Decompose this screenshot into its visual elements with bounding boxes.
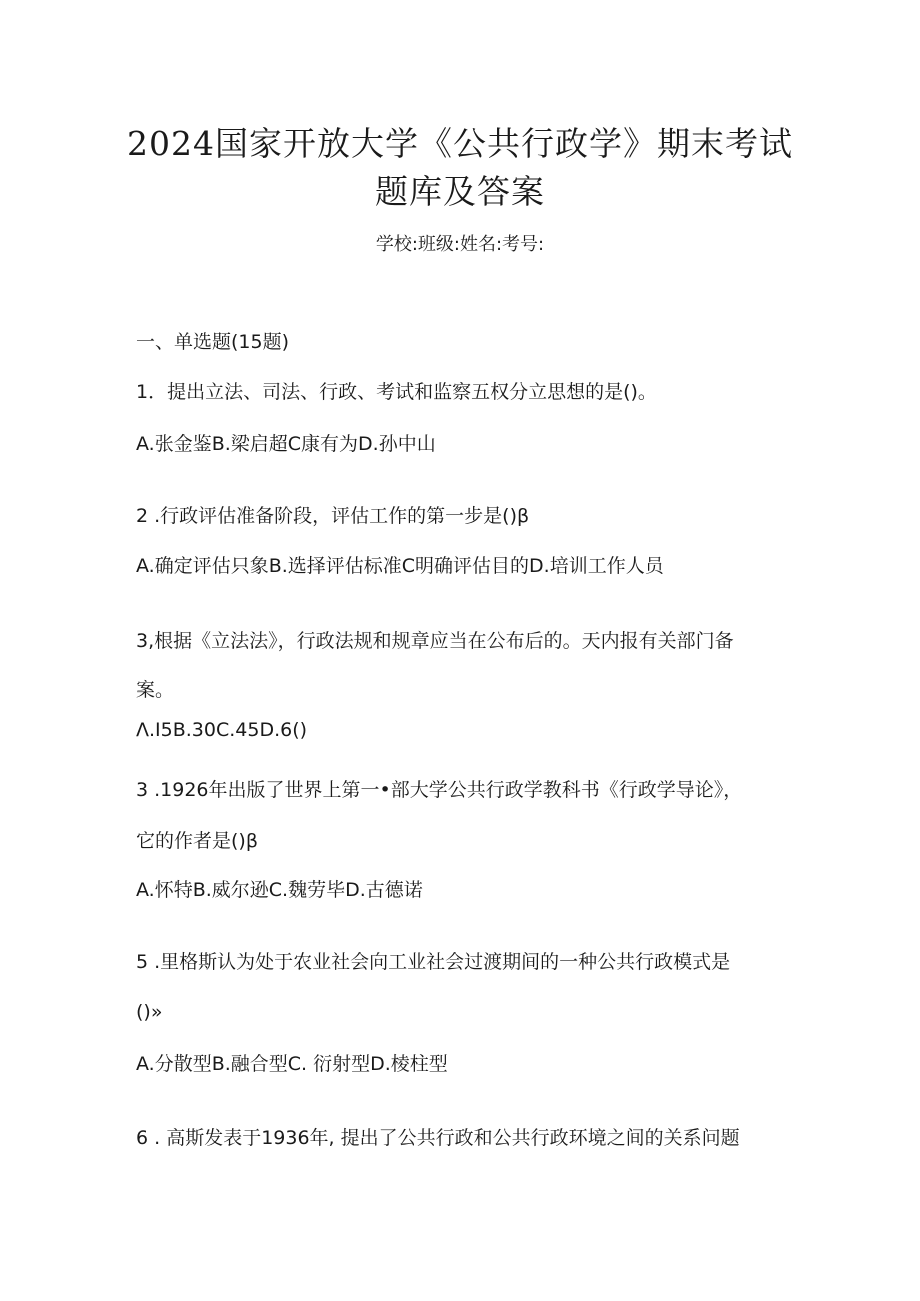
question-4-options: A.怀特B.威尔逊C.魏劳毕D.古德诺 [136, 879, 423, 901]
question-3-stem-line-1: 3,根据《立法法》，行政法规和规章应当在公布后的。天内报有关部门备 [136, 630, 734, 652]
question-3-options: Λ.I5B.30C.45D.6() [136, 719, 308, 741]
document-title-line-2: 题库及答案 [375, 172, 545, 211]
section-heading: 一、单选题(15题) [136, 331, 290, 353]
student-info-line: 学校:班级:姓名:考号: [375, 234, 545, 255]
question-4-stem-line-2: 它的作者是()β [136, 830, 258, 852]
question-5-options: A.分散型B.融合型C. 衍射型D.棱柱型 [136, 1053, 448, 1075]
question-2-stem: 2 .行政评估准备阶段，评估工作的第一步是()β [136, 505, 530, 527]
question-4-stem-line-1: 3 .1926年出版了世界上第一•部大学公共行政学教科书《行政学导论》， [136, 779, 743, 801]
question-1-options: A.张金鉴B.梁启超C康有为D.孙中山 [136, 433, 436, 455]
document-title-line-1: 2024国家开放大学《公共行政学》期末考试 [127, 124, 793, 163]
question-3-stem-line-2: 案。 [136, 679, 175, 701]
question-6-stem: 6 . 高斯发表于1936年, 提出了公共行政和公共行政环境之间的关系问题 [136, 1127, 740, 1149]
question-5-stem-line-1: 5 .里格斯认为处于农业社会向工业社会过渡期间的一种公共行政模式是 [136, 951, 731, 973]
question-5-stem-line-2: ()» [136, 1001, 163, 1023]
question-2-options: A.确定评估只象B.选择评估标准C明确评估目的D.培训工作人员 [136, 555, 664, 577]
question-1-stem: 1．提出立法、司法、行政、考试和监察五权分立思想的是()。 [136, 381, 657, 403]
